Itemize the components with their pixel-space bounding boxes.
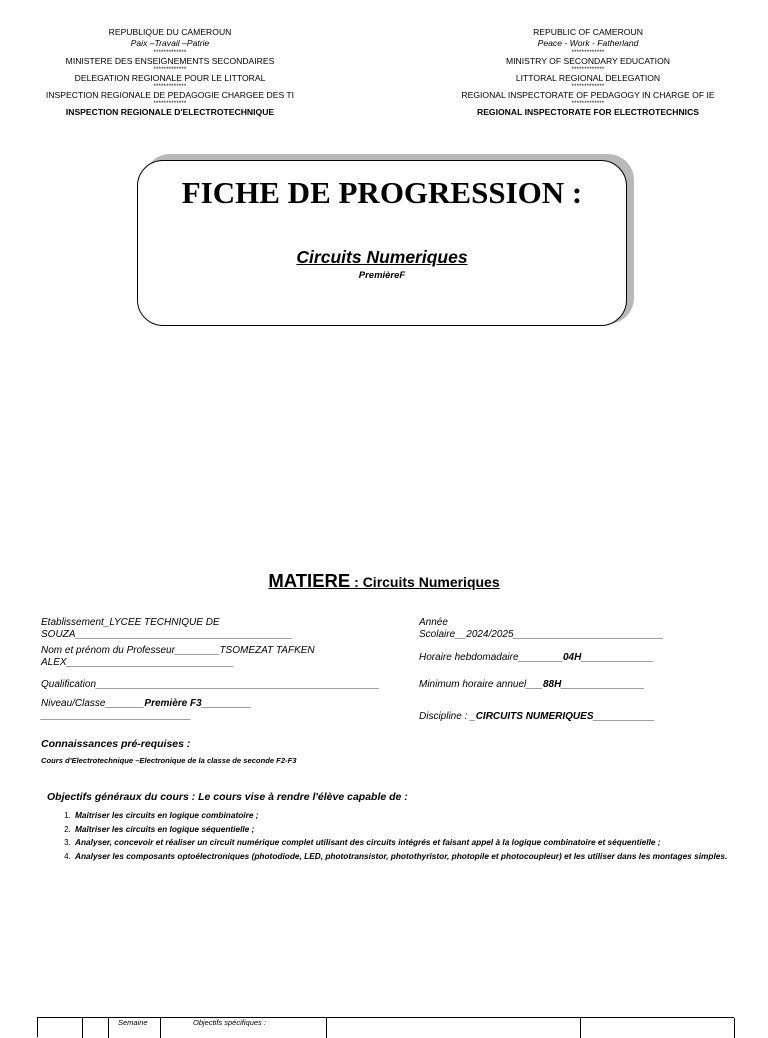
minimum-value: 88H: [542, 679, 562, 690]
niveau-line2: ___________________________: [41, 710, 192, 721]
separator: *************: [153, 66, 187, 73]
niveau-tail: _________: [201, 698, 252, 709]
horaire-value: 04H: [563, 652, 582, 663]
list-item: 3. Analyser, concevoir et réaliser un circuit numérique complet utilisant des circuits intégrés et faisant appel à la logique combinatoire et séquentielle ;: [73, 837, 743, 849]
header-left: [20, 27, 320, 119]
annee-line1: Année: [419, 617, 448, 628]
horaire-field: [419, 652, 654, 664]
inspection2-en: REGIONAL INSPECTORATE FOR ELECTROTECHNICS: [476, 107, 700, 118]
annee-field: [419, 617, 664, 641]
niveau-field: [41, 698, 252, 722]
prerequis-text: Cours d'Electrotechnique –Electronique de la classe de seconde F2-F3: [41, 756, 297, 765]
separator: *************: [571, 84, 605, 91]
subject-title: Circuits Numeriques: [296, 247, 468, 267]
minimum-field: [419, 679, 645, 691]
table-cell: [327, 1018, 581, 1038]
col-objectifs: Objectifs spécifiques :: [193, 1018, 266, 1027]
prerequis-heading: Connaissances pré-requises :: [41, 738, 191, 750]
etablissement-field: [41, 617, 292, 641]
niveau-value: Première F3: [144, 698, 202, 709]
motto-fr: Paix –Travail –Patrie: [130, 38, 210, 49]
list-item: 1. Maitriser les circuits en logique combinatoire ;: [73, 810, 743, 822]
list-item: 4. Analyser les composants optoélectroniques (photodiode, LED, phototransistor, photothyristor, photopile et photocoupleur) et les utiliser dans les montages simples.: [73, 851, 743, 863]
discipline-tail: ___________: [593, 711, 655, 722]
table-cell: [38, 1018, 83, 1038]
horaire-tail: _____________: [581, 652, 654, 663]
niveau-label: Niveau/Classe_______: [41, 698, 145, 709]
page-title: FICHE DE PROGRESSION :: [181, 175, 583, 210]
annee-line2: Scolaire__2024/2025___________________________: [419, 629, 664, 640]
delegation-fr: DELEGATION REGIONALE POUR LE LITTORAL: [74, 72, 266, 83]
list-item: 2. Maîtriser les circuits en logique séquentielle ;: [73, 824, 743, 836]
etablissement-line1: Etablissement_LYCEE TECHNIQUE DE: [41, 617, 220, 628]
discipline-value: CIRCUITS NUMERIQUES: [475, 711, 594, 722]
matiere-heading: [0, 570, 768, 592]
delegation-en: LITTORAL REGIONAL DELEGATION: [515, 72, 661, 83]
table-cell: [581, 1018, 735, 1038]
table-cell: [83, 1018, 109, 1038]
etablissement-line2: SOUZA_______________________________________: [41, 629, 293, 640]
country-en: REPUBLIC OF CAMEROUN: [533, 27, 643, 37]
objectifs-list: [55, 810, 743, 864]
inspection-fr: INSPECTION REGIONALE DE PEDAGOGIE CHARGEE DES TI: [45, 90, 295, 101]
discipline-label: Discipline : _: [419, 711, 476, 722]
table-cell: [161, 1018, 327, 1038]
title-box: [137, 160, 627, 326]
minimum-label: Minimum horaire annuel___: [419, 679, 543, 690]
header-right: [440, 27, 736, 119]
ministry-en: MINISTRY OF SECONDARY EDUCATION: [506, 55, 670, 66]
professeur-line1: Nom et prénom du Professeur________TSOMEZAT TAFKEN: [41, 645, 315, 656]
motto-en: Peace - Work - Fatherland: [537, 38, 639, 49]
progression-table: [37, 1017, 734, 1037]
separator: *************: [153, 101, 187, 108]
inspection2-fr: INSPECTION REGIONALE D'ELECTROTECHNIQUE: [65, 107, 275, 118]
separator: *************: [571, 101, 605, 108]
professeur-field: [41, 645, 315, 669]
separator: *************: [571, 49, 605, 56]
horaire-label: Horaire hebdomadaire________: [419, 652, 563, 663]
inspection-en: REGIONAL INSPECTORATE OF PEDAGOGY IN CHARGE OF IE: [461, 90, 715, 101]
class-level: PremièreF: [358, 270, 406, 281]
qualification-field: Qualification___________________________________________________: [41, 679, 380, 690]
objectifs-heading: Objectifs généraux du cours : Le cours vise à rendre l'élève capable de :: [47, 791, 408, 803]
country-fr: REPUBLIQUE DU CAMEROUN: [108, 27, 232, 37]
separator: *************: [571, 66, 605, 73]
professeur-line2: ALEX______________________________: [41, 657, 234, 668]
minimum-tail: _______________: [561, 679, 645, 690]
separator: *************: [153, 84, 187, 91]
matiere-label: MATIERE: [268, 570, 351, 591]
discipline-field: [419, 711, 655, 723]
table-cell: [109, 1018, 161, 1038]
matiere-value: : Circuits Numeriques: [350, 574, 500, 590]
separator: *************: [153, 49, 187, 56]
col-semaine: Semaine: [118, 1018, 148, 1027]
ministry-fr: MINISTERE DES ENSEIGNEMENTS SECONDAIRES: [65, 55, 275, 66]
